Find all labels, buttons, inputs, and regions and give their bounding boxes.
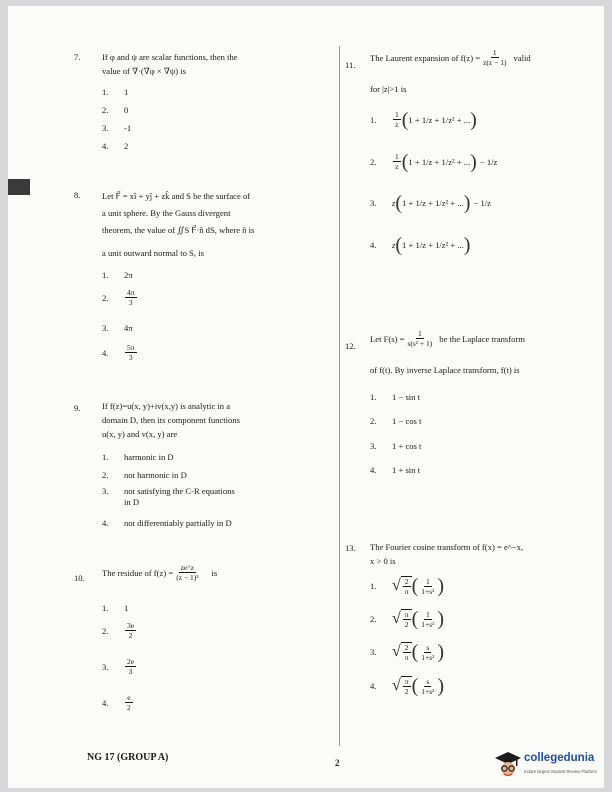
q10-option-1[interactable]: 1. 1 <box>102 603 129 613</box>
q10-stem: The residue of f(z) = $\frac{ze\^{}z}{\text{(z − 1)³}}$ is <box>102 563 218 582</box>
q10-number: 10. <box>74 573 85 583</box>
q7-option-4[interactable]: 4. 2 <box>102 141 129 151</box>
binding-mark <box>8 179 30 195</box>
q7-stem: If φ and ψ are scalar functions, then the value of ∇·(∇φ × ∇ψ) is <box>102 52 238 76</box>
q7-number: 7. <box>74 52 81 62</box>
q7-option-2[interactable]: 2. 0 <box>102 105 129 115</box>
q11-option-3[interactable]: 3. z ( 1 + 1/z + 1/z² + ... ) − 1/z <box>370 192 491 214</box>
q13-option-3[interactable]: 3. √ $\frac{2}{\pi}$ ( $\frac{s}{\text{1+s²}}$ ) <box>370 641 445 663</box>
q8-option-3[interactable]: 3. 4π <box>102 323 133 333</box>
q9-option-1[interactable]: 1. harmonic in D <box>102 452 174 462</box>
q12-option-3[interactable]: 3. 1 + cos t <box>370 441 422 451</box>
q12-stem-line2: of f(t). By inverse Laplace transform, f(t) is <box>370 365 520 375</box>
q13-number: 13. <box>345 543 356 553</box>
q12-option-4[interactable]: 4. 1 + sin t <box>370 465 421 475</box>
logo-wordmark: collegedunia <box>524 752 595 764</box>
q10-option-4[interactable]: 4. $\frac{e}{2}$ <box>102 693 131 712</box>
q11-option-1[interactable]: 1. $\frac{1}{z}$ ( 1 + 1/z + 1/z² + ... ) <box>370 108 477 131</box>
q11-number: 11. <box>345 60 356 70</box>
q10-option-2[interactable]: 2. $\frac{3e}{2}$ <box>102 621 135 640</box>
graduate-icon <box>494 750 522 780</box>
logo-tagline: India's largest Student Review Platform <box>524 769 597 774</box>
column-divider <box>339 46 340 746</box>
q11-stem: The Laurent expansion of f(z) = $\frac{1}{z(z - 1)}$ valid <box>370 48 531 67</box>
q13-option-4[interactable]: 4. √ $\frac{\pi}{2}$ ( $\frac{s}{\text{1+s²}}$ ) <box>370 675 445 697</box>
q9-stem: If f(z)=u(x, y)+iv(x,y) is analytic in a domain D, then its component functions u(x, y) and v(x, y) are <box>102 401 240 439</box>
q7-option-3[interactable]: 3. -1 <box>102 123 132 133</box>
q13-option-1[interactable]: 1. √ $\frac{2}{\pi}$ ( $\frac{1}{\text{1+s²}}$ ) <box>370 575 445 597</box>
q13-stem: The Fourier cosine transform of f(x) = e^−x, x > 0 is <box>370 542 524 566</box>
q8-option-2[interactable]: 2. $\frac{4\pi}{3}$ <box>102 288 135 307</box>
q8-option-4[interactable]: 4. $\frac{5\pi}{3}$ <box>102 343 135 362</box>
q9-number: 9. <box>74 403 81 413</box>
q13-option-2[interactable]: 2. √ $\frac{\pi}{2}$ ( $\frac{1}{\text{1+s²}}$ ) <box>370 608 445 630</box>
q10-option-3[interactable]: 3. $\frac{2e}{3}$ <box>102 657 135 676</box>
q8-stem: Let F⃗ = xî + yĵ + zk̂ and S be the surface of a unit sphere. By the Gauss divergent theorem, the value of ∬S F⃗·n̂ dS, where n̂ is a unit outward normal to S, is <box>102 191 255 258</box>
paper-code: NG 17 (GROUP A) <box>87 752 169 763</box>
collegedunia-logo <box>494 748 604 784</box>
q9-option-3[interactable]: 3. not satisfying the C-R equations in D <box>102 486 235 507</box>
q12-option-2[interactable]: 2. 1 − cos t <box>370 416 422 426</box>
q9-option-4[interactable]: 4. not differentiably partially in D <box>102 518 232 528</box>
q11-option-2[interactable]: 2. $\frac{1}{z}$ ( 1 + 1/z + 1/z² + ... ) − 1/z <box>370 150 498 173</box>
q9-option-2[interactable]: 2. not harmonic in D <box>102 470 187 480</box>
q8-option-1[interactable]: 1. 2π <box>102 270 133 280</box>
q7-option-1[interactable]: 1. 1 <box>102 87 129 97</box>
q8-number: 8. <box>74 190 81 200</box>
q12-option-1[interactable]: 1. 1 − sin t <box>370 392 421 402</box>
page-number: 2 <box>335 758 340 768</box>
q12-stem: Let F(s) = $\frac{1}{\text{s(s² + 1)}}$ be the Laplace transform <box>370 329 525 348</box>
exam-page <box>8 6 604 788</box>
q11-option-4[interactable]: 4. z ( 1 + 1/z + 1/z² + ... ) <box>370 234 471 256</box>
q12-number: 12. <box>345 341 356 351</box>
q11-stem-line2: for |z|>1 is <box>370 84 407 94</box>
